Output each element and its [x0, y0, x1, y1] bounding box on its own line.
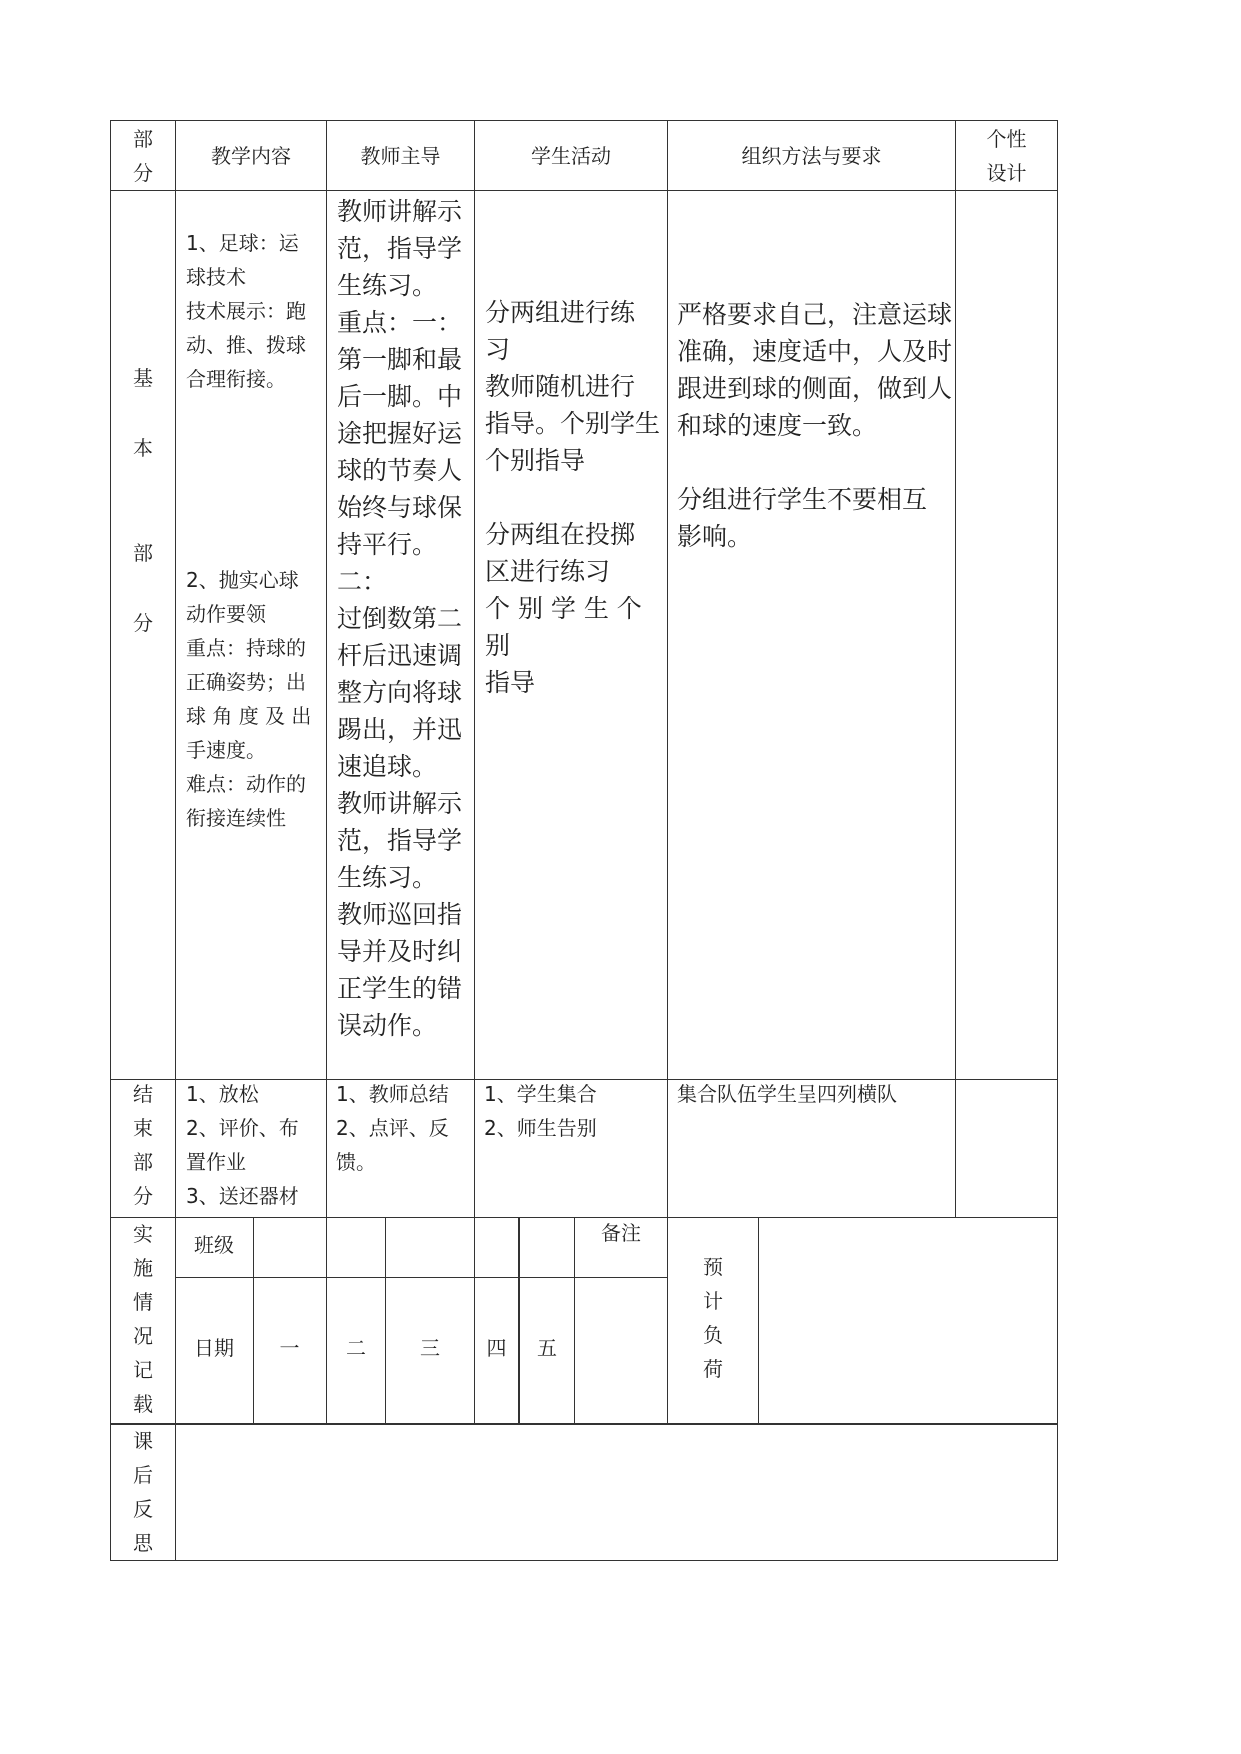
basic-organize: 严格要求自己，注意运球 准确，速度适中，人及时 跟进到球的侧面，做到人 和球的速度一致。 分组进行学生不要相互 影响。	[677, 300, 952, 551]
col-divider-1	[175, 120, 176, 1561]
record-day-4: 四	[486, 1336, 507, 1360]
col-divider-2	[326, 120, 327, 1424]
record-date-label: 日期	[194, 1336, 234, 1360]
header-design: 个性 设计	[986, 126, 1027, 185]
header-teacher: 教师主导	[360, 143, 441, 168]
basic-content-shotput: 2、抛实心球 动作要领 重点：持球的 正确姿势；出 球 角 度 及 出 手速度。 难点：动作的 衔接连续性	[186, 568, 312, 830]
record-day-2: 二	[346, 1336, 366, 1360]
record-divider-a	[253, 1217, 254, 1424]
basic-content-football: 1、足球：运 球技术 技术展示：跑 动、推、拨球 合理衔接。	[186, 231, 306, 391]
ending-part: 结 束 部 分	[133, 1082, 153, 1208]
basic-student: 分两组进行练 习 教师随机进行 指导。个别学生 个别指导 分两组在投掷 区进行练习 个 别 学 生 个 别 指导	[485, 298, 661, 697]
record-divider-e	[758, 1217, 759, 1424]
row-divider-header	[110, 190, 1058, 191]
record-day-3: 三	[420, 1336, 440, 1360]
record-part: 实 施 情 况 记 载	[133, 1222, 153, 1416]
record-remark-label: 备注	[601, 1221, 641, 1245]
ending-teacher: 1、教师总结 2、点评、反 馈。	[336, 1082, 449, 1174]
ending-student: 1、学生集合 2、师生告别	[484, 1082, 597, 1140]
record-day-1: 一	[279, 1336, 300, 1360]
row-divider-class	[176, 1277, 668, 1278]
ending-organize: 集合队伍学生呈四列横队	[677, 1082, 897, 1106]
col-divider-4	[667, 120, 668, 1424]
col-divider-3	[474, 120, 475, 1424]
ending-content: 1、放松 2、评价、布 置作业 3、送还器材	[186, 1082, 299, 1208]
header-part: 部 分	[133, 126, 153, 185]
table-border-right	[1057, 120, 1058, 1561]
record-day-5: 五	[537, 1336, 557, 1360]
col-divider-5	[955, 120, 956, 1217]
reflection-part: 课 后 反 思	[133, 1429, 153, 1555]
header-organize: 组织方法与要求	[741, 143, 882, 168]
record-divider-c	[518, 1217, 520, 1424]
table-border-bottom	[110, 1560, 1058, 1561]
basic-teacher: 教师讲解示 范，指导学 生练习。 重点：一： 第一脚和最 后一脚。中 途把握好运 球的节奏人 始终与球保 持平行。二： 过倒数第二 杆后迅速调 整方向将球 踢出，并迅 速追球。 教师讲解示 范，指导学 生练习。 教师巡回指 导并及时纠 正学生的错 误动作。	[337, 197, 463, 1040]
header-student: 学生活动	[531, 143, 611, 168]
record-divider-b	[385, 1217, 386, 1424]
header-content: 教学内容	[211, 143, 291, 168]
record-class-label: 班级	[194, 1233, 234, 1257]
basic-part: 基 本 部 分	[133, 366, 153, 635]
record-load-label: 预 计 负 荷	[703, 1255, 723, 1381]
